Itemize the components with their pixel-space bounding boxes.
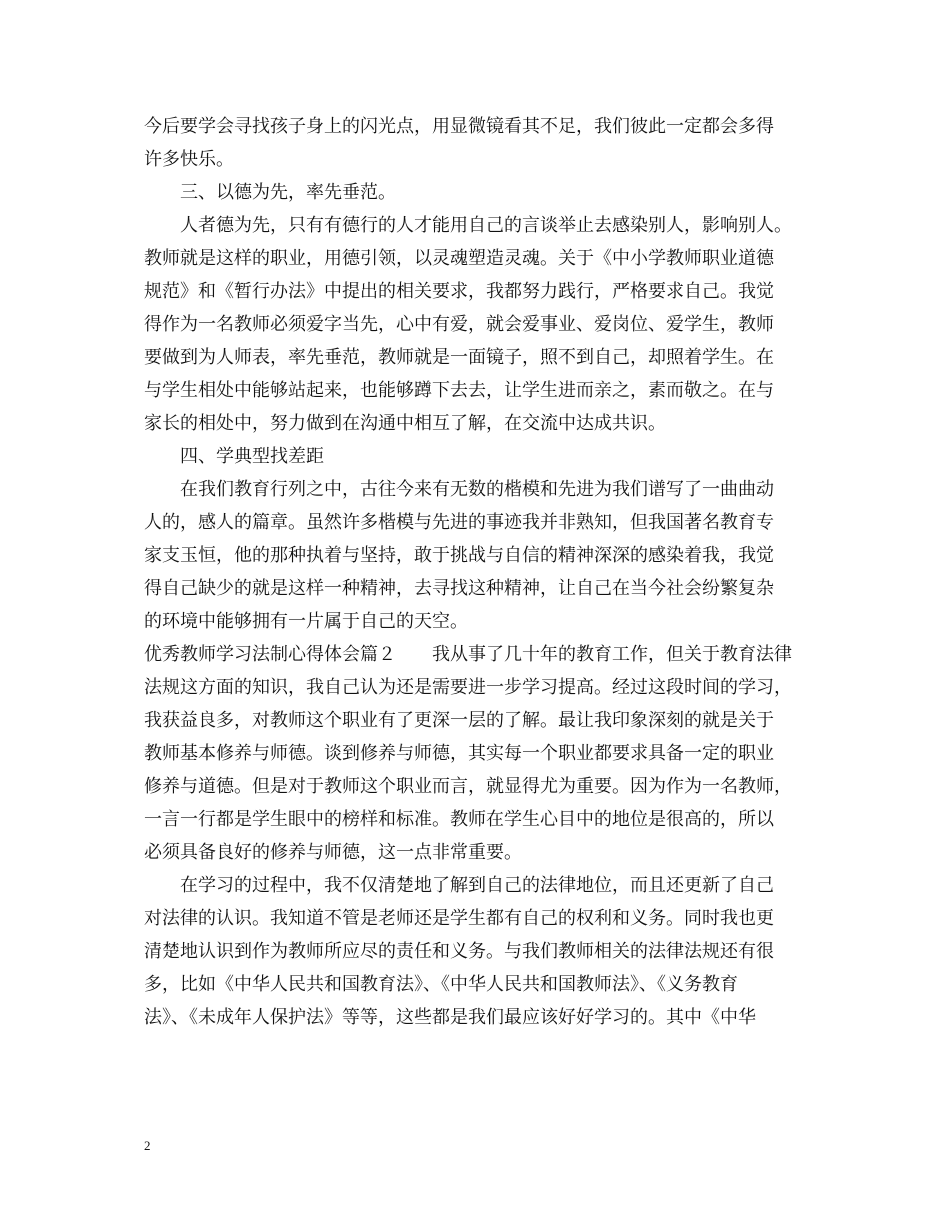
paragraph-line: 我获益良多，对教师这个职业有了更深一层的了解。最让我印象深刻的就是关于: [144, 710, 774, 731]
paragraph-line: 与学生相处中能够站起来，也能够蹲下去去，让学生进而亲之，素而敬之。在与: [144, 380, 774, 401]
paragraph-line: 得作为一名教师必须爱字当先，心中有爱，就会爱事业、爱岗位、爱学生，教师: [144, 314, 774, 335]
paragraph-line: 规范》和《暂行办法》中提出的相关要求，我都努力践行，严格要求自己。我觉: [144, 281, 774, 302]
paragraph-line: 在我们教育行列之中，古往今来有无数的楷模和先进为我们谱写了一曲曲动: [180, 479, 774, 500]
paragraph-line: 法》、《未成年人保护法》等等，这些都是我们最应该好好学习的。其中《中华: [144, 1007, 756, 1028]
paragraph-line: 的环境中能够拥有一片属于自己的天空。: [144, 611, 468, 632]
paragraph-line: 要做到为人师表，率先垂范，教师就是一面镜子，照不到自己，却照着学生。在: [144, 347, 774, 368]
paragraph-line: 必须具备良好的修养与师德，这一点非常重要。: [144, 842, 522, 863]
paragraph-line: 多，比如《中华人民共和国教育法》、《中华人民共和国教师法》、《义务教育: [144, 974, 738, 995]
paragraph-line: 修养与道德。但是对于教师这个职业而言，就显得尤为重要。因为作为一名教师，: [144, 776, 792, 797]
paragraph-line: 在学习的过程中，我不仅清楚地了解到自己的法律地位，而且还更新了自己: [180, 875, 774, 896]
paragraph-line: 教师就是这样的职业，用德引领，以灵魂塑造灵魂。关于《中小学教师职业道德: [144, 248, 774, 269]
paragraph-line: 家长的相处中，努力做到在沟通中相互了解，在交流中达成共识。: [144, 413, 666, 434]
document-body: [144, 110, 824, 1034]
article-title-line: 优秀教师学习法制心得体会篇２ 我从事了几十年的教育工作，但关于教育法律: [144, 644, 792, 665]
paragraph-line: 得自己缺少的就是这样一种精神，去寻找这种精神，让自己在当今社会纷繁复杂: [144, 578, 774, 599]
paragraph-line: 一言一行都是学生眼中的榜样和标准。教师在学生心目中的地位是很高的，所以: [144, 809, 774, 830]
section-heading: 四、学典型找差距: [180, 446, 324, 467]
paragraph-line: 许多快乐。: [144, 149, 234, 170]
paragraph-line: 人的，感人的篇章。虽然许多楷模与先进的事迹我并非熟知，但我国著名教育专: [144, 512, 774, 533]
section-heading: 三、以德为先，率先垂范。: [180, 182, 396, 203]
paragraph-line: 清楚地认识到作为教师所应尽的责任和义务。与我们教师相关的法律法规还有很: [144, 941, 774, 962]
paragraph-line: 教师基本修养与师德。谈到修养与师德，其实每一个职业都要求具备一定的职业: [144, 743, 774, 764]
paragraph-line: 对法律的认识。我知道不管是老师还是学生都有自己的权利和义务。同时我也更: [144, 908, 774, 929]
paragraph-line: 家支玉恒，他的那种执着与坚持，敢于挑战与自信的精神深深的感染着我，我觉: [144, 545, 774, 566]
page-number: 2: [144, 1138, 151, 1153]
paragraph-line: 人者德为先，只有有德行的人才能用自己的言谈举止去感染别人，影响别人。: [180, 215, 792, 236]
paragraph-line: 今后要学会寻找孩子身上的闪光点，用显微镜看其不足，我们彼此一定都会多得: [144, 116, 774, 137]
paragraph-line: 法规这方面的知识，我自己认为还是需要进一步学习提高。经过这段时间的学习，: [144, 677, 792, 698]
